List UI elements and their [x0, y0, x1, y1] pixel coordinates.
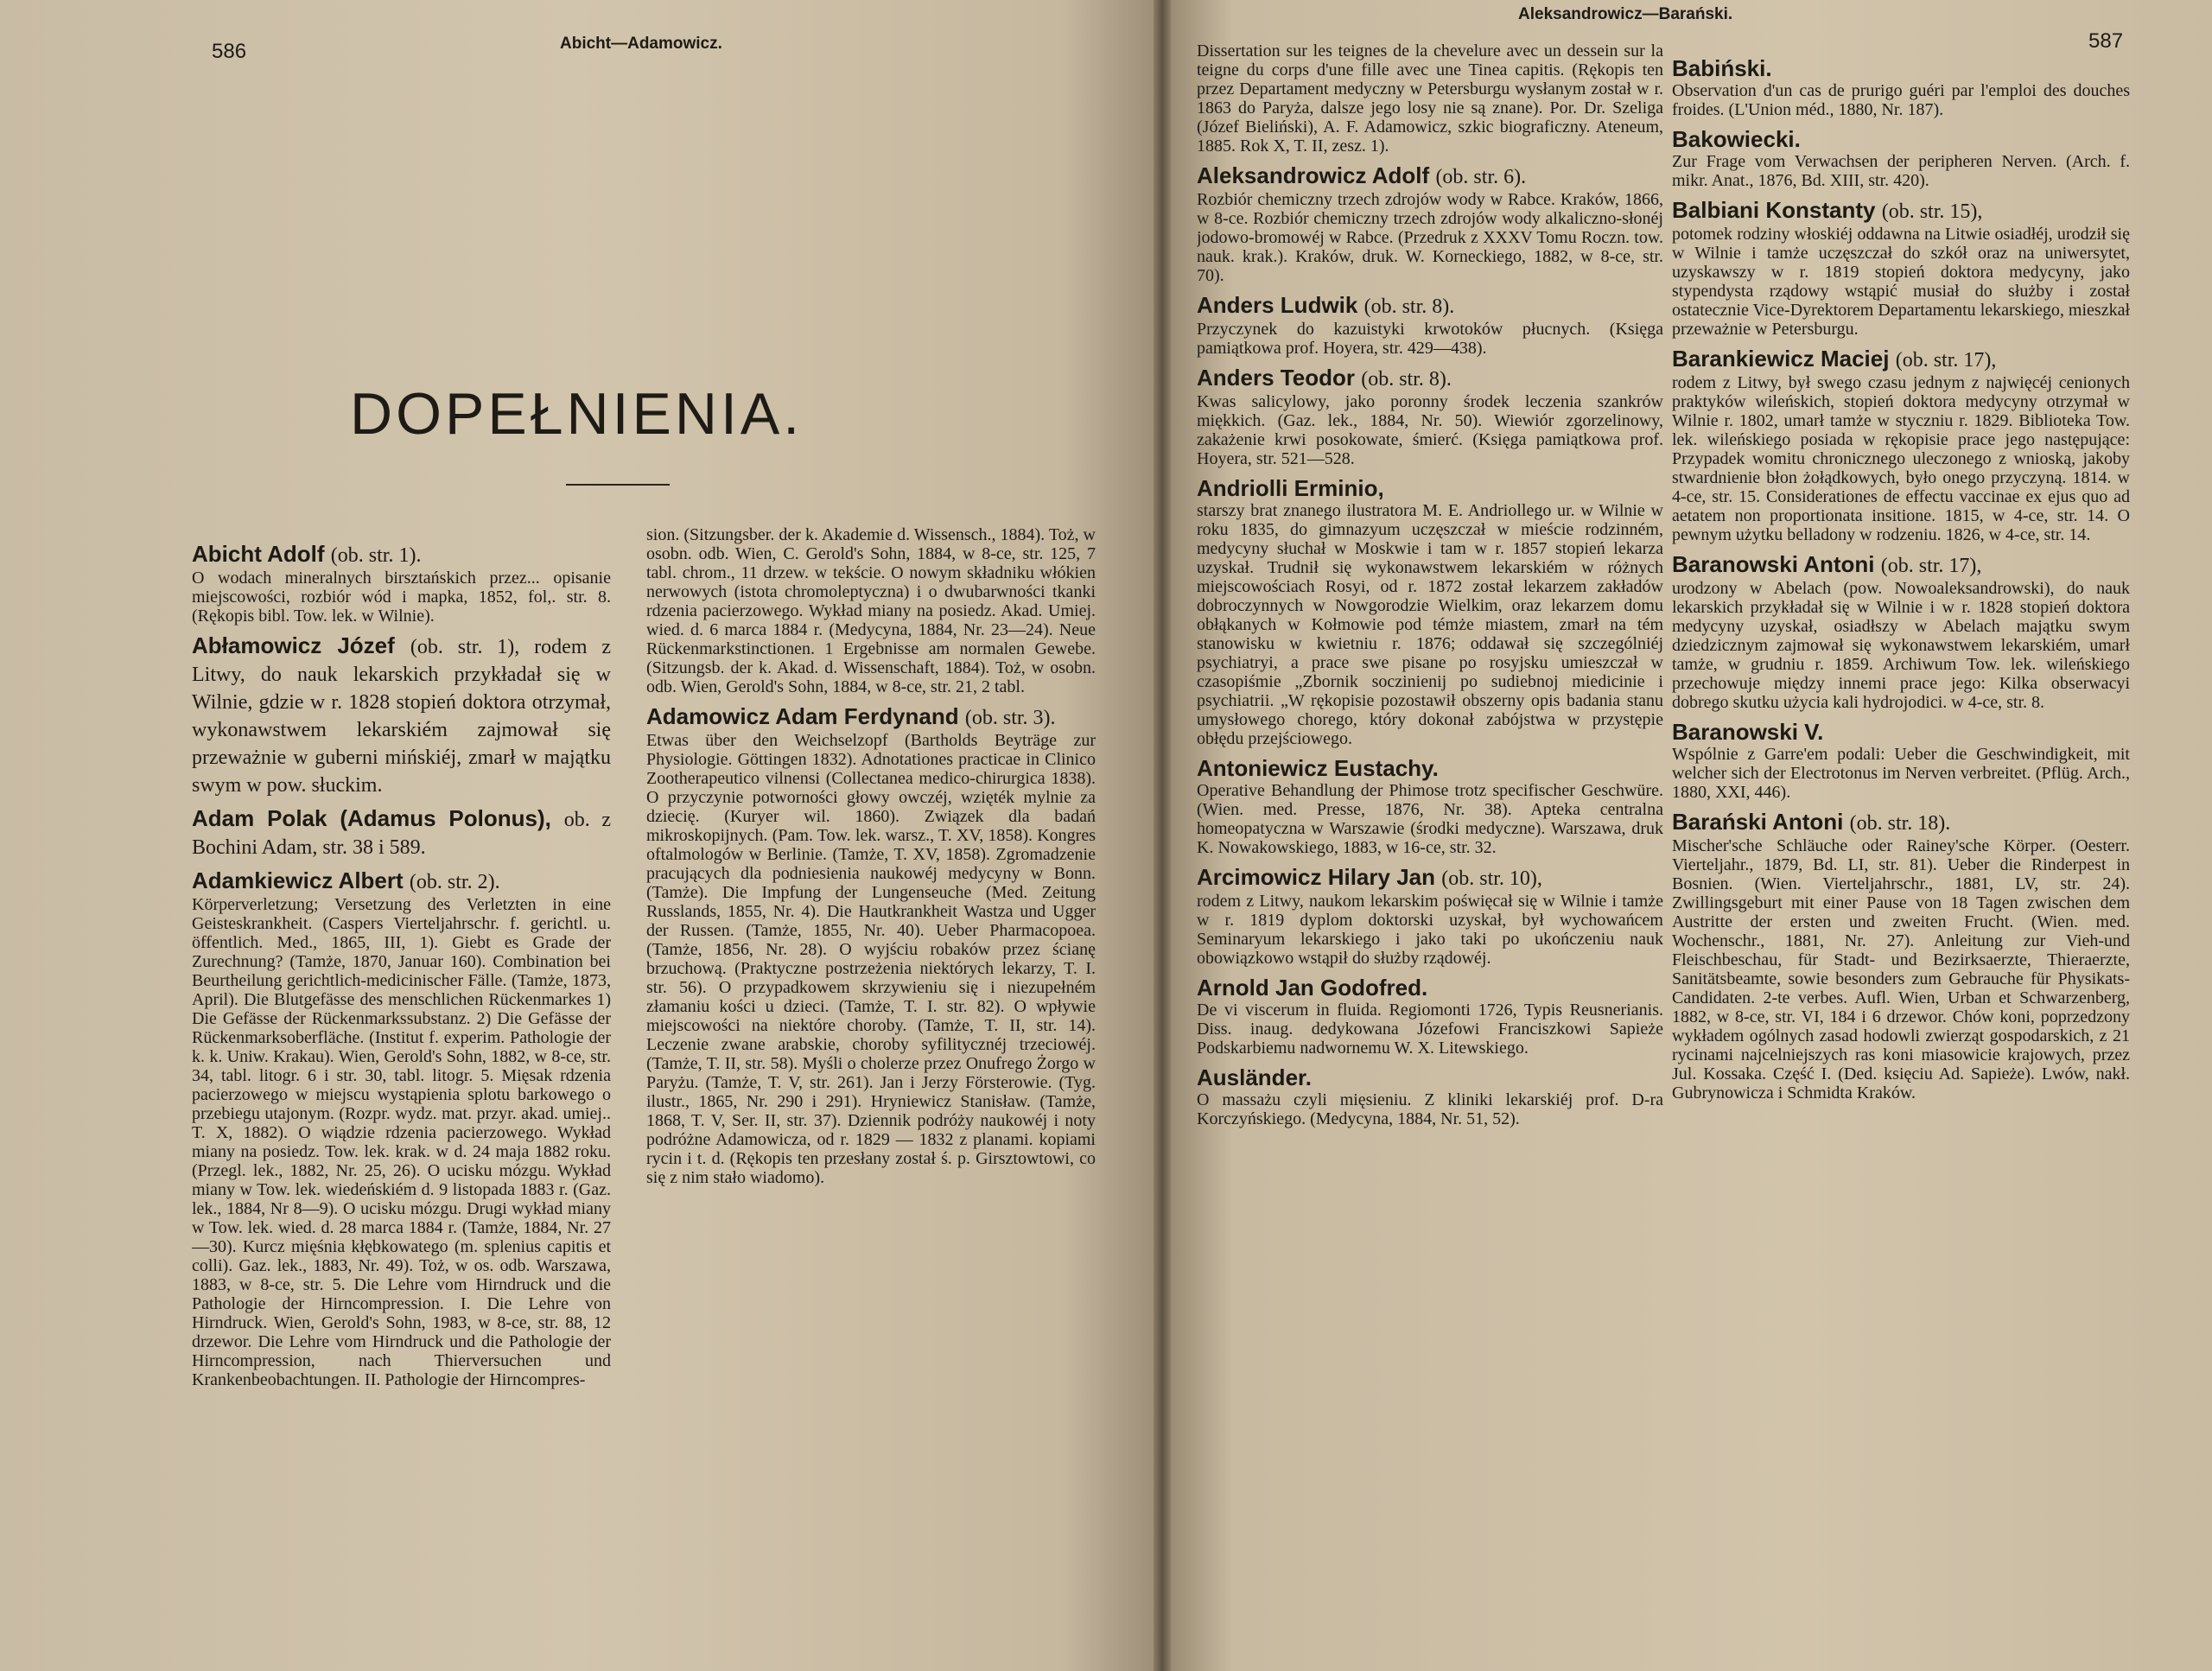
headword-reference: (ob. str. 15), — [1881, 200, 1983, 223]
page-number-left: 586 — [212, 40, 247, 63]
right-column-1 — [1197, 41, 1663, 1562]
headword-reference: (ob. str. 8). — [1361, 368, 1452, 391]
entry-body: Körperverletzung; Versetzung des Verletzten in eine Geisteskrankheit. (Caspers Vierteljahrschr. f. gerichtl. u. öffentlich. Med., 1865, III, 1). Giebt es Grade der Zurechnung? (Tamże, 1870, Januar 160). Combination bei Beurtheilung gerichtlich-medicinischer Fälle. (Tamże, 1873, April). Die Blutgefässe des menschlichen Rückenmarkes 1) Die Gefässe der Rückenmarkssubstanz. 2) Die Gefässe der Rückenmarksoberfläche. (Institut f. experim. Pathologie der k. k. Uniw. Krakau). Wien, Gerold's Sohn, 1882, w 8-ce, str. 34, tabl. litogr. 6 i str. 30, tabl. litogr. 5. Mięsak rdzenia pacierzowego w miejscu wystąpienia splotu barkowego o przebiegu utajonym. (Rozpr. wydz. mat. przyr. akad. umiej.. T. X, 1882). O wiądzie rdzenia pacierzowego. Wykład miany na posiedz. Tow. lek. krak. w d. 24 maja 1882 roku. (Przegl. lek., 1882, Nr. 25, 26). O ucisku mózgu. Wykład miany w Tow. lek. wiedeńskiém d. 9 listopada 1883 r. (Gaz. lek., 1884, Nr 8—9). O ucisku mózgu. Drugi wykład miany w Tow. lek. wied. d. 28 marca 1884 r. (Tamże, 1884, Nr. 27—30). Kurcz mięśnia kłębkowatego (m. splenius capitis et colli). Gaz. lek., 1883, Nr. 49). Toż, w os. odb. Warszawa, 1883, w 8-ce, str. 5. Die Lehre vom Hirndruck und die Pathologie der Hirncompression. I. Die Lehre von Hirndruck. Wien, Gerold's Sohn, 1983, w 8-ce, str. 88, 12 drzewor. Die Lehre vom Hirndruck und die Pathologie der Hirncompression, nach Thierversuchen und Krankenbeobachtungen. II. Pathologie der Hirncompres- — [192, 895, 611, 1389]
entry-headword — [1672, 197, 2130, 225]
headword-name: Bakowiecki. — [1672, 126, 1801, 152]
entry-body: Etwas über den Weichselzopf (Bartholds Beyträge zur Physiologie. Göttingen 1832). Adnotationes practicae in Clinico Zootherapeutico vilnensi (Collectanea medico-chirurgica 1838). O przyczynie potworności głowy owczéj, wzięték mylnie za dziecię. (Kuryer wil. 1860). Związek dla badań mikroskopijnych. (Pam. Tow. lek. warsz., T. XV, 1858). Kongres oftalmologów w Berlinie. (Tamże, T. XV, 1858). Zgromadzenie pracujących dla podniesienia naukowéj medycyny w Bonn. (Tamże). Die Impfung der Lungenseuche (Med. Zeitung Russlands, 1855, Nr. 4). Die Hautkrankheit Wastza und Ugger der Russen. (Tamże, 1855, Nr. 40). Ueber Pharmacopoea. (Tamże, 1856, Nr. 28). O wyjściu robaków przez ścianę brzuchową. (Praktyczne postrzeżenia niektórych lekarzy, T. I. str. 56). O przypadkowem skrzywieniu się i niezupełném złamaniu kości u dzieci. (Tamże, T. I. str. 82). O wpływie miejscowości na niektóre choroby. (Tamże, T. II, str. 14). Leczenie zwane arabskie, choroby syfilitycznéj trzeciowéj. (Tamże, T. II, str. 58). Myśli o cholerze przez Onufrego Żorgo w Paryżu. (Tamże, T. V, str. 261). Jan i Jerzy Försterowie. (Tyg. ilustr., 1865, Nr. 290 i 291). Hryniewicz Stanisław. (Tamże, 1868, T. V, Ser. II, str. 37). Dziennik podróży naukowéj i noty podróżne Adamowicza, od r. 1829 — 1832 z planami. kopiami rycin i t. d. (Rękopis ten przesłany został ś. p. Girsztowtowi, co się z nim stało wiadomo). — [646, 731, 1096, 1187]
entry-body: Rozbiór chemiczny trzech zdrojów wody w Rabce. Kraków, 1866, w 8-ce. Rozbiór chemiczny trzech zdrojów wody alkaliczno-słonéj jodowo-bromowéj w Rabce. (Przedruk z XXXV Tomu Roczn. tow. nauk. krak.). Kraków, druk. W. Korneckiego, 1882, w 8-ce, str. 70). — [1197, 190, 1663, 285]
headword-reference: (ob. str. 8). — [1363, 295, 1455, 318]
headword-name: Andriolli Erminio, — [1197, 475, 1384, 501]
headword-name: Antoniewicz Eustachy. — [1197, 755, 1439, 781]
entry — [646, 525, 1096, 696]
entry-body: Dissertation sur les teignes de la chevelure avec un dessein sur la teigne du corps d'une fille avec une Tinea capitis. (Rękopis ten przez Departament medyczny w Petersburgu wysłanym został w r. 1863 do Paryża, dalsze jego losy nie są znane). Por. Dr. Szeliga (Józef Bieliński), A. F. Adamowicz, szkic biograficzny. Ateneum, 1885. Rok X, T. II, zesz. 1). — [1197, 41, 1663, 156]
entry-headword — [1672, 809, 2130, 836]
title-rule — [566, 484, 670, 486]
entry — [1197, 162, 1663, 285]
entry-headword — [1672, 126, 2130, 152]
right-page — [1171, 0, 2212, 1671]
entry — [1672, 719, 2130, 802]
entry — [1672, 126, 2130, 190]
page-number-right: 587 — [2088, 29, 2124, 53]
entry — [192, 805, 611, 861]
entry-body: Mischer'sche Schläuche oder Rainey'sche Körper. (Oesterr. Vierteljahr., 1879, Bd. LI, str. 81). Ueber die Rinderpest in Bosnien. (Wien. Vierteljahrschr., 1881, LV, str. 24). Zwillingsgeburt mit einer Pause von 18 Tagen zwischen dem Austritte der ersten und zweiten Frucht. (Wien. med. Wochenschr., 1881, Nr. 27). Anleitung zur Vieh-und Fleischbeschau, für Stadt- und Bezirksaerzte, Thieraerzte, Sanitätsbeamte, sowie besonders zum Gebrauche für Physikats-Candidaten. 2-te verbes. Aufl. Wien, Urban et Schwarzenberg, 1882, w 8-ce, str. VI, 184 i 6 drzewor. Chów koni, poprzedzony wykładem ogólnych zasad hodowli zwierząt gospodarskich, z 21 rycinami najcelniejszych ras koni miasowicie krajowych, przez Jul. Kossaka. Część I. (Ded. księciu Ad. Sapieże). Lwów, nakł. Gubrynowicza i Schmidta Kraków. — [1672, 836, 2130, 1102]
entry-body: Kwas salicylowy, jako poronny środek leczenia szankrów miękkich. (Gaz. lek., 1884, Nr. 50). Wiewiór zgorzelinowy, zakażenie krwi posokowate, śmierć. (Księga pamiątkowa prof. Hoyera, str. 521—528. — [1197, 392, 1663, 468]
entry-headword — [646, 703, 1096, 731]
headword-name: Arcimowicz Hilary Jan — [1197, 864, 1435, 890]
headword-reference: (ob. str. 6). — [1435, 166, 1527, 188]
headword-name: Abłamowicz Józef — [192, 632, 395, 658]
entry — [1672, 197, 2130, 339]
entry-body: O wodach mineralnych birsztańskich przez... opisanie miejscowości, rozbiór wód i mapka, 1852, fol,. str. 8. (Rękopis bibl. Tow. lek. w Wilnie). — [192, 569, 611, 626]
entry-body: O massażu czyli mięsieniu. Z kliniki lekarskiéj prof. D-ra Korczyńskiego. (Medycyna, 1884, Nr. 51, 52). — [1197, 1090, 1663, 1128]
section-title: DOPEŁNIENIA. — [350, 381, 804, 447]
headword-name: Aleksandrowicz Adolf — [1197, 162, 1430, 188]
entry-headword — [1197, 975, 1663, 1001]
entry-headword — [1197, 755, 1663, 781]
entry — [1672, 55, 2130, 119]
headword-name: Adamkiewicz Albert — [192, 867, 404, 893]
entry — [192, 541, 611, 626]
running-head-right: Aleksandrowicz—Barański. — [1518, 5, 1733, 23]
headword-reference: (ob. str. 18). — [1849, 812, 1951, 835]
headword-reference: (ob. str. 2). — [409, 871, 500, 893]
entry-headword — [192, 805, 611, 861]
entry — [1197, 1064, 1663, 1128]
entry-body: Operative Behandlung der Phimose trotz specifischer Geschwüre. (Wien. med. Presse, 1876, Nr. 38). Apteka centralna homeopatyczna w Warszawie (środki medyczne). Warszawa, druk K. Nowakowskiego, 1883, w 16-ce, str. 32. — [1197, 781, 1663, 857]
entry-body: Przyczynek do kazuistyki krwotoków płucnych. (Księga pamiątkowa prof. Hoyera, str. 429—438). — [1197, 320, 1663, 358]
headword-reference: ob. z Bochini Adam, str. 38 i 589. — [192, 809, 611, 859]
entry-body: Wspólnie z Garre'em podali: Ueber die Geschwindigkeit, mit welcher sich der Electrotonus im Nerven verbreitet. (Pflüg. Arch., 1880, XXI, 446). — [1672, 745, 2130, 802]
entry-headword — [1672, 551, 2130, 579]
left-column-1 — [192, 534, 611, 1553]
entry — [646, 703, 1096, 1187]
entry-body: starszy brat znanego ilustratora M. E. Andriollego ur. w Wilnie w roku 1835, do gimnazyum uczęszczał w mieście rodzinném, medycyny słuchał w Moskwie i tam w r. 1857 stopień lekarza uzyskał. Trudnił się wykonawstwem lekarskiém w różnych miejscowościach Rosyi, od r. 1872 został lekarzem zakładów dobroczynnych w Nowgorodzie Wielkim, oraz lekarzem domu obłąkanych w Kołmowie pod témże miastem, zmarł na tém stanowisku w kwietniu r. 1876; oddawał się szczególniéj psychiatryi, a prace swe pisane po rosyjsku umieszczał w czasopiśmie „Zbornik soczinienij po sudiebnoj miedicinie i psychiatrii. „W rękopisie pozostawił obszerny opis badania stanu umysłowego chorego, który dokonał zabójstwa w przystępie obłędu przejściowego. — [1197, 501, 1663, 748]
entry — [1672, 346, 2130, 544]
entry-headword — [1672, 55, 2130, 81]
headword-name: Anders Ludwik — [1197, 292, 1358, 318]
entry-headword — [1197, 475, 1663, 501]
headword-name: Arnold Jan Godofred. — [1197, 975, 1428, 1001]
entry — [192, 632, 611, 798]
headword-reference: (ob. str. 10), — [1441, 867, 1542, 890]
entry-body: sion. (Sitzungsber. der k. Akademie d. Wissensch., 1884). Toż, w osobn. odb. Wien, C. Gerold's Sohn, 1884, w 8-ce, str. 125, 7 tabl. chrom., 11 drzew. w tekście. O nowym składniku włókien nerwowych (istota chromoleptyczna) i o dwubarwności tkanki rdzenia pacierzowego. Wykład miany na posiedz. Akad. Umiej. wied. d. 6 marca 1884 r. (Medycyna, 1884, Nr. 23—24). Neue Rückenmarkstinctionen. 1 Ergebnisse am normalen Gewebe. (Sitzungsb. der k. Akad. d. Wissenschaft, 1884). Toż, w osobn. odb. Wien, Gerold's Sohn, 1884, w 8-ce, str. 21, 2 tabl. — [646, 525, 1096, 696]
left-column-2 — [646, 525, 1096, 1553]
headword-reference: (ob. str. 17), — [1895, 349, 1997, 372]
entry — [1197, 365, 1663, 468]
headword-name: Baranowski V. — [1672, 719, 1824, 745]
entry-body: potomek rodziny włoskiéj oddawna na Litwie osiadłéj, urodził się w Wilnie i tamże uczęszczał do szkół oraz na uniwersytet, uzyskawszy w r. 1819 stopień doktora medycyny, jako stypendysta rządowy wstąpić musiał do służby i został ostatecznie Vice-Dyrektorem Departamentu lekarskiego, mieszkał przeważnie w Petersburgu. — [1672, 225, 2130, 339]
entry — [1197, 475, 1663, 748]
entry — [1197, 292, 1663, 358]
entry-headword — [192, 632, 611, 798]
headword-name: Babiński. — [1672, 55, 1772, 81]
entry — [1197, 755, 1663, 857]
headword-name: Barankiewicz Maciej — [1672, 346, 1890, 372]
entry — [1197, 864, 1663, 968]
headword-name: Anders Teodor — [1197, 365, 1355, 391]
entry-headword — [1197, 1064, 1663, 1090]
entry — [1672, 551, 2130, 712]
entry — [1672, 809, 2130, 1102]
entry — [192, 867, 611, 1389]
running-head-left: Abicht—Adamowicz. — [560, 35, 722, 53]
entry-headword — [192, 541, 611, 569]
headword-reference: (ob. str. 3). — [964, 707, 1056, 729]
headword-name: Adam Polak (Adamus Polonus), — [192, 805, 551, 831]
entry-body: Zur Frage vom Verwachsen der peripheren Nerven. (Arch. f. mikr. Anat., 1876, Bd. XIII, str. 420). — [1672, 152, 2130, 190]
headword-reference: (ob. str. 1), rodem z Litwy, do nauk lekarskich przykładał się w Wilnie, gdzie w r. 1828 stopień doktora otrzymał, wykonawstwem lekarskiém zajmował się przeważnie w guberni mińskiéj, zmarł w majątku swym w pow. słuckim. — [192, 636, 611, 797]
entry-headword — [192, 867, 611, 895]
right-column-2 — [1672, 48, 2130, 1569]
gutter — [1154, 0, 1171, 1671]
entry-headword — [1672, 719, 2130, 745]
headword-name: Baranowski Antoni — [1672, 551, 1875, 577]
entry-headword — [1197, 864, 1663, 892]
headword-name: Barański Antoni — [1672, 809, 1844, 835]
headword-reference: (ob. str. 1). — [330, 544, 422, 567]
entry-headword — [1197, 162, 1663, 190]
headword-name: Abicht Adolf — [192, 541, 325, 567]
entry-headword — [1197, 292, 1663, 320]
entry — [1197, 41, 1663, 156]
entry — [1197, 975, 1663, 1058]
entry-headword — [1197, 365, 1663, 392]
entry-body: Observation d'un cas de prurigo guéri par l'emploi des douches froides. (L'Union méd., 1880, Nr. 187). — [1672, 81, 2130, 119]
entry-body: urodzony w Abelach (pow. Nowoaleksandrowski), do nauk lekarskich przykładał się w Wilnie i w r. 1828 stopień doktora medycyny uzyskał, osiadłszy w Abelach majątku swym dziedzicznym zajmował się wykonawstwem lekarskiém, umarł tamże, w grudniu r. 1859. Archiwum Tow. lek. wileńskiego przechowuje między innemi prace jego: Kilka obserwacyi dobrego skutku użycia kali hydrojodici. w 4-ce, str. 8. — [1672, 579, 2130, 712]
headword-name: Adamowicz Adam Ferdynand — [646, 703, 959, 729]
headword-reference: (ob. str. 17), — [1880, 555, 1982, 577]
headword-name: Ausländer. — [1197, 1064, 1312, 1090]
entry-body: De vi viscerum in fluida. Regiomonti 1726, Typis Reusnerianis. Diss. inaug. dedykowana Józefowi Franciszkowi Sapieże Podskarbiemu nadwornemu W. X. Litewskiego. — [1197, 1001, 1663, 1058]
entry-body: rodem z Litwy, naukom lekarskim poświęcał się w Wilnie i tamże w r. 1819 dyplom doktorski uzyskał, był wychowańcem Seminaryum lekarskiego i jako taki po ukończeniu nauk obowiązkowo wstąpił do służby rządowéj. — [1197, 892, 1663, 968]
headword-name: Balbiani Konstanty — [1672, 197, 1876, 223]
entry-headword — [1672, 346, 2130, 373]
entry-body: rodem z Litwy, był swego czasu jednym z najwięcéj cenionych praktyków wileńskich, stopień doktora medycyny otrzymał w Wilnie r. 1802, umarł tamże w styczniu r. 1829. Biblioteka Tow. lek. wileńskiego posiada w rękopisie prace jego następujące: Przypadek womitu chronicznego uleczonego z wnioską, jakoby stwardnienie błon żołądkowych, było onego przyczyną. 1814. w 4-ce, str. 15. Considerationes de effectu vaccinae ex ejus quo ad aetatem non proportionata insitione. 1815, w 4-ce, str. 14. O pewnym użytku belladony w rodzeniu. 1826, w 4-ce, str. 14. — [1672, 373, 2130, 544]
